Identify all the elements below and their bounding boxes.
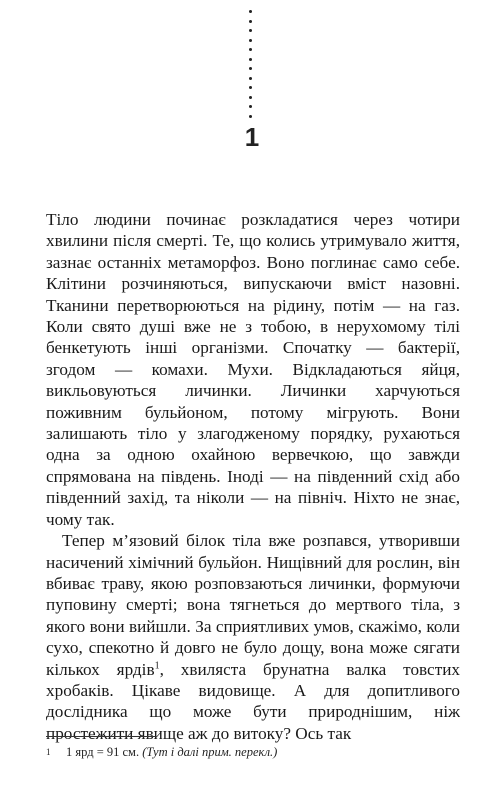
ornament-dot	[249, 58, 252, 61]
footnote-mark: 1	[46, 747, 51, 757]
paragraph-1: Тіло людини починає розкладатися через чотири хвилини після смерті. Те, що колись утримувало життя, зазнає останніх метаморфоз. Воно поглинає само себе. Клітини розчиняються, випускаючи вміст назовні. Тканини перетворюються на рідину, потім — на газ. Коли свято душі вже не з тобою, в нерухомому тілі бенкетують інші організми. Спочатку — бактерії, згодом — комахи. Мухи. Відкладаються яйця, викльовуються личинки. Личинки харчуються поживним бульйоном, потому мігрують. Вони залишають тіло у злагодженому порядку, рухаються одна за одною охайною вервечкою, що завжди спрямована на південь. Іноді — на південний схід або південний захід, та ніколи — на північ. Ніхто не знає, чому так.	[46, 210, 460, 529]
chapter-number: 1	[244, 122, 260, 152]
ornament-dot	[249, 10, 252, 13]
ornament-dot	[249, 67, 252, 70]
ornament-dot	[249, 48, 252, 51]
paragraph-2-text-a: Тепер м’язовий білок тіла вже розпався, утворивши насичений хімічний бульйон. Нищівний для рослин, він вбиває траву, якою розповзаються личинки, формуючи пуповину смерті; вона тягнеться до мертвого тіла, з якого вони вийшли. За сприятливих умов, скажімо, коли сухо, спекотно й довго не було дощу, вона може сягати кількох ярдів	[46, 531, 460, 679]
paragraph-2	[46, 530, 460, 744]
chapter-dotted-ornament	[248, 10, 252, 118]
chapter-body	[46, 209, 460, 744]
footnote-text: 1 ярд = 91 см.	[66, 745, 143, 759]
paragraph-2-text-b: , хвиляста брунатна валка товстих хробаків. Цікаве видовище. А для допитливого дослідника що може бути природнішим, ніж простежити явище аж до витоку? Ось так	[46, 659, 460, 743]
ornament-dot	[249, 29, 252, 32]
footnote-reference[interactable]: 1	[154, 659, 160, 671]
footnote	[46, 745, 460, 760]
ornament-dot	[249, 86, 252, 89]
footnote-divider	[46, 736, 156, 737]
ornament-dot	[249, 39, 252, 42]
ornament-dot	[249, 115, 252, 118]
ornament-dot	[249, 96, 252, 99]
ornament-dot	[249, 20, 252, 23]
ornament-dot	[249, 77, 252, 80]
ornament-dot	[249, 105, 252, 108]
footnote-translator-note: (Тут і далі прим. перекл.)	[142, 745, 278, 759]
